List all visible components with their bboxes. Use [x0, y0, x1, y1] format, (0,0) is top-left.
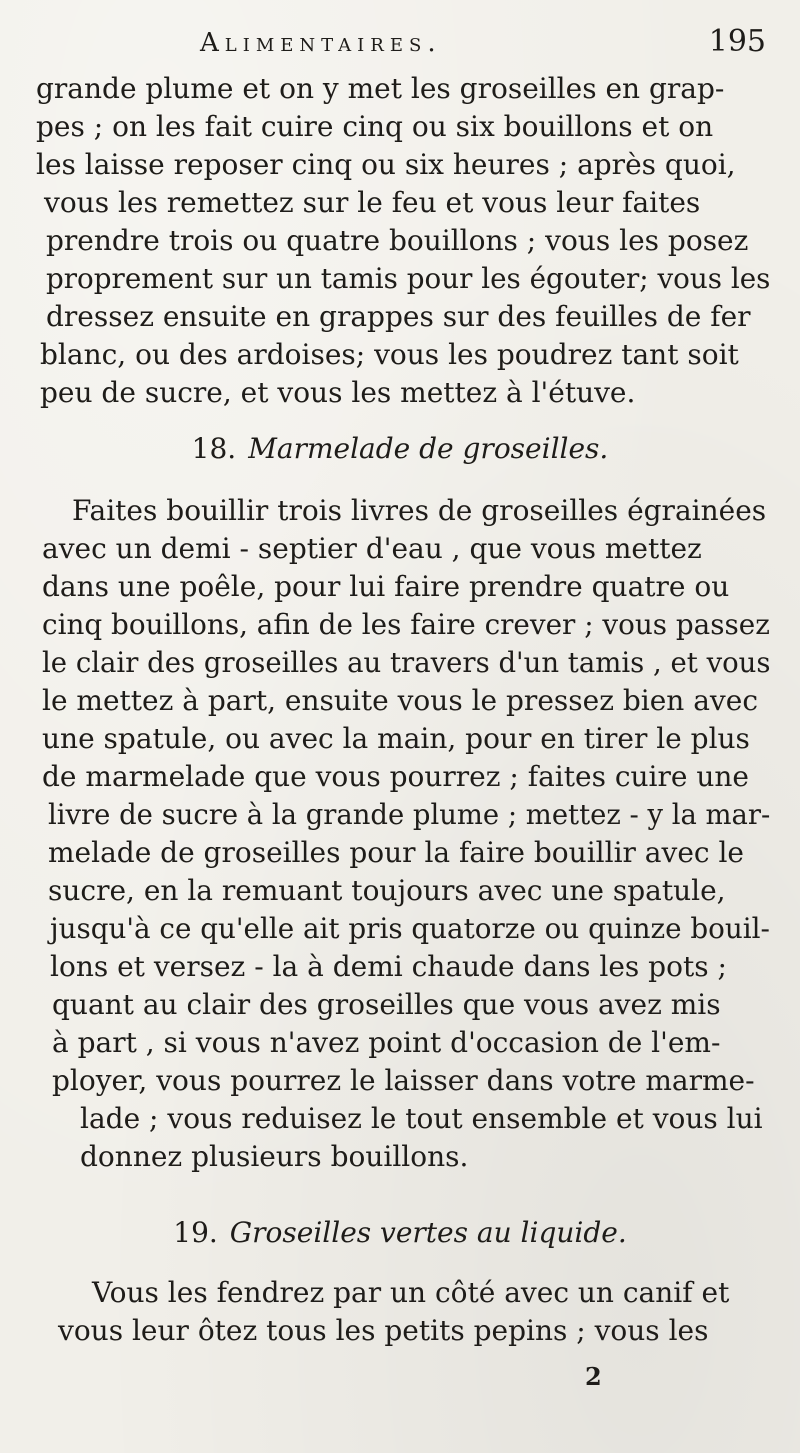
text-line: dressez ensuite en grappes sur des feuilles de fer	[46, 300, 751, 333]
text-line: melade de groseilles pour la faire bouillir avec le	[48, 836, 744, 869]
text-line: lade ; vous reduisez le tout ensemble et vous lui	[80, 1102, 763, 1135]
text-line: prendre trois ou quatre bouillons ; vous les posez	[46, 224, 749, 257]
page-number: 195	[708, 24, 766, 59]
text-line: livre de sucre à la grande plume ; mettez - y la mar-	[48, 798, 771, 831]
text-line: vous les remettez sur le feu et vous leur faites	[44, 186, 701, 219]
text-line: sucre, en la remuant toujours avec une spatule,	[48, 874, 726, 907]
text-line: quant au clair des groseilles que vous avez mis	[52, 988, 721, 1021]
section-title: Groseilles vertes au liquide.	[229, 1216, 627, 1249]
text-line: blanc, ou des ardoises; vous les poudrez tant soit	[40, 338, 739, 371]
section-heading-18	[0, 430, 800, 468]
text-line: de marmelade que vous pourrez ; faites cuire une	[42, 760, 749, 793]
text-line: les laisse reposer cinq ou six heures ; après quoi,	[36, 148, 736, 181]
text-line: donnez plusieurs bouillons.	[80, 1140, 469, 1173]
signature-mark: 2	[585, 1362, 602, 1391]
text-line: proprement sur un tamis pour les égouter; vous les	[46, 262, 771, 295]
text-line: le mettez à part, ensuite vous le pressez bien avec	[42, 684, 758, 717]
page-header	[0, 22, 800, 62]
section-title: Marmelade de groseilles.	[248, 432, 609, 465]
text-line: à part , si vous n'avez point d'occasion de l'em-	[52, 1026, 721, 1059]
text-line: cinq bouillons, afin de les faire crever ; vous passez	[42, 608, 770, 641]
running-title: Alimentaires.	[200, 28, 442, 58]
text-line: Faites bouillir trois livres de groseilles égrainées	[72, 494, 767, 527]
text-line: Vous les fendrez par un côté avec un canif et	[92, 1276, 730, 1309]
text-line: dans une poêle, pour lui faire prendre quatre ou	[42, 570, 730, 603]
text-line: le clair des groseilles au travers d'un tamis , et vous	[42, 646, 771, 679]
text-line: peu de sucre, et vous les mettez à l'étuve.	[40, 376, 636, 409]
section-number: 18.	[191, 432, 237, 465]
section-number: 19.	[173, 1216, 218, 1249]
text-line: une spatule, ou avec la main, pour en tirer le plus	[42, 722, 750, 755]
section-heading-19	[0, 1214, 800, 1252]
text-line: avec un demi - septier d'eau , que vous mettez	[42, 532, 702, 565]
text-line: vous leur ôtez tous les petits pepins ; vous les	[58, 1314, 709, 1347]
text-line: jusqu'à ce qu'elle ait pris quatorze ou quinze bouil-	[50, 912, 770, 945]
text-line: pes ; on les fait cuire cinq ou six bouillons et on	[36, 110, 714, 143]
text-line: lons et versez - la à demi chaude dans les pots ;	[50, 950, 727, 983]
text-line: ployer, vous pourrez le laisser dans votre marme-	[52, 1064, 755, 1097]
text-line: grande plume et on y met les groseilles en grap-	[36, 72, 725, 105]
